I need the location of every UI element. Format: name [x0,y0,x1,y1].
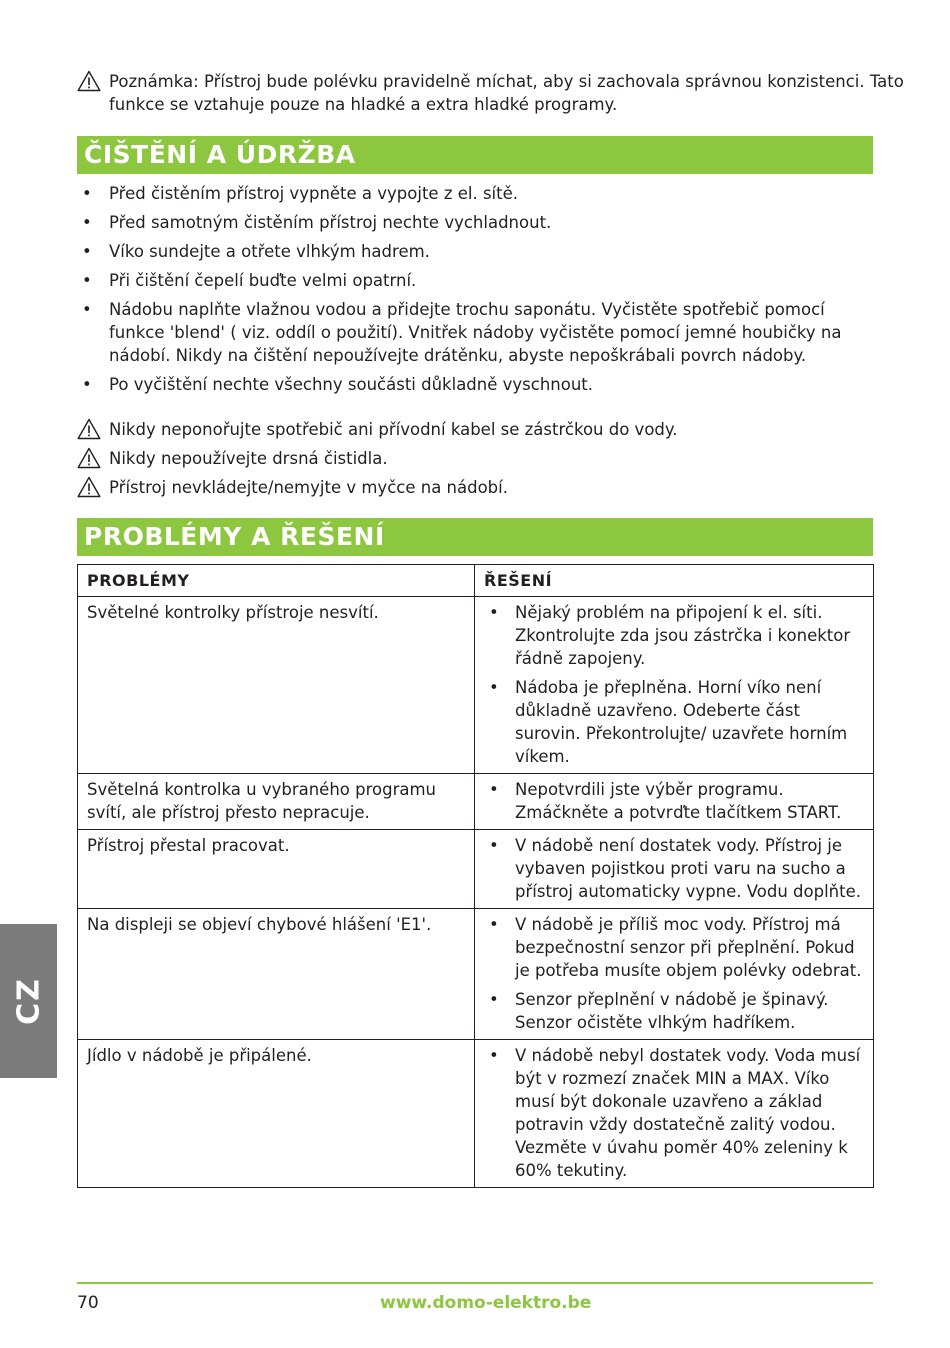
list-item: • Před čistěním přístroj vypněte a vypojte z el. sítě. [82,184,518,203]
language-code: CZ [11,977,46,1025]
solution-item: • Nepotvrdili jste výběr programu. Zmáčkněte a potvrďte tlačítkem START. [489,780,842,822]
warning-icon [77,476,101,498]
soup-stirring-note [77,70,905,116]
bullet-icon: • [489,915,499,934]
solution-item: • V nádobě není dostatek vody. Přístroj je vybaven pojistkou proti varu na sucho a přístroj automaticky vypne. Vodu doplňte. [489,836,862,901]
solution-item: • Nějaký problém na připojení k el. síti. Zkontrolujte zda jsou zástrčka i konektor řádně zapojeny. [489,603,851,668]
column-header-problems: PROBLÉMY [78,565,475,597]
warning-note [77,476,873,499]
website-link[interactable]: www.domo-elektro.be [380,1293,592,1313]
table-row [78,909,874,1040]
bullet-icon: • [489,990,499,1009]
list-item: • Před samotným čistěním přístroj nechte vychladnout. [82,213,552,232]
table-row [78,597,874,774]
warning-note [77,447,873,470]
page-number: 70 [77,1293,99,1313]
section-heading-problems: PROBLÉMY A ŘEŠENÍ [77,518,873,556]
warning-text: Nikdy neponořujte spotřebič ani přívodní kabel se zástrčkou do vody. [109,420,678,439]
table-row [78,774,874,830]
warning-icon [77,70,101,92]
note-text: Poznámka: Přístroj bude polévku pravidelně míchat, aby si zachovala správnou konzistenci. Tato funkce se vztahuje pouze na hladké a extra hladké programy. [109,72,904,114]
solution-cell [475,597,874,774]
table-row [78,830,874,909]
problem-cell: Světelná kontrolka u vybraného programu svítí, ale přístroj přesto nepracuje. [78,774,475,830]
bullet-icon: • [82,271,92,290]
bullet-icon: • [82,242,92,261]
bullet-icon: • [82,213,92,232]
solution-item: • V nádobě nebyl dostatek vody. Voda musí být v rozmezí značek MIN a MAX. Víko musí být dokonale uzavřeno a základ potravin vždy dostatečně zalitý vodou. Vezměte v úvahu poměr 40% zeleniny k 60% tekutiny. [489,1046,861,1180]
list-item: • Po vyčištění nechte všechny součásti důkladně vyschnout. [82,375,594,394]
warning-icon [77,447,101,469]
problem-cell: Přístroj přestal pracovat. [78,830,475,909]
column-header-solutions: ŘEŠENÍ [475,565,874,597]
problem-cell: Na displeji se objeví chybové hlášení 'E1'. [78,909,475,1040]
solution-cell [475,830,874,909]
section-heading-cleaning: ČIŠTĚNÍ A ÚDRŽBA [77,136,873,174]
bullet-icon: • [489,603,499,622]
bullet-icon: • [82,375,92,394]
cleaning-list [77,182,873,402]
troubleshooting-table [77,564,874,1188]
cleaning-warnings [77,418,873,505]
warning-icon [77,418,101,440]
problem-cell: Jídlo v nádobě je připálené. [78,1040,475,1188]
problem-cell: Světelné kontrolky přístroje nesvítí. [78,597,475,774]
warning-text: Přístroj nevkládejte/nemyjte v myčce na nádobí. [109,478,508,497]
footer-divider [77,1282,873,1284]
solution-cell [475,909,874,1040]
table-row [78,1040,874,1188]
solution-item: • Nádoba je přeplněna. Horní víko není důkladně uzavřeno. Odeberte část surovin. Překontrolujte/ uzavřete horním víkem. [489,678,848,766]
warning-note [77,418,873,441]
language-tab [0,924,57,1078]
solution-cell [475,1040,874,1188]
solution-item: • V nádobě je příliš moc vody. Přístroj má bezpečnostní senzor při přeplnění. Pokud je potřeba musíte objem polévky odebrat. [489,915,862,980]
table-header-row [78,565,874,597]
bullet-icon: • [489,836,499,855]
solution-cell [475,774,874,830]
list-item: • Při čištění čepelí buďte velmi opatrní. [82,271,417,290]
bullet-icon: • [489,1046,499,1065]
bullet-icon: • [489,780,499,799]
bullet-icon: • [82,184,92,203]
solution-item: • Senzor přeplnění v nádobě je špinavý. Senzor očistěte vlhkým hadříkem. [489,990,829,1032]
list-item: • Nádobu naplňte vlažnou vodou a přidejte trochu saponátu. Vyčistěte spotřebič pomocí funkce 'blend' ( viz. oddíl o použití). Vnitřek nádoby vyčistěte pomocí jemné houbičky na nádobí. Nikdy na čištění nepoužívejte drátěnku, abyste nepoškrábali povrch nádoby. [82,300,842,365]
warning-text: Nikdy nepoužívejte drsná čistidla. [109,449,388,468]
list-item: • Víko sundejte a otřete vlhkým hadrem. [82,242,430,261]
bullet-icon: • [82,300,92,319]
bullet-icon: • [489,678,499,697]
